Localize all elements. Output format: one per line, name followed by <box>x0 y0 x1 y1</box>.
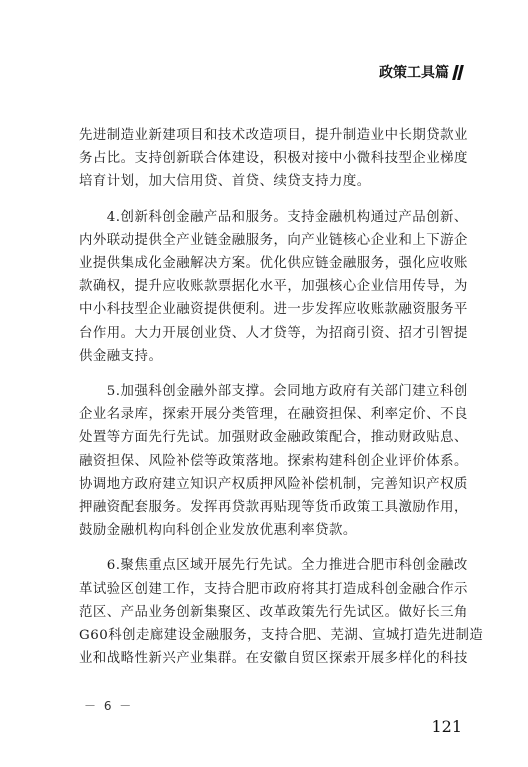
paragraph-1 <box>79 124 468 194</box>
text-line: 业提供集成化金融解决方案。优化供应链金融服务，强化应收账 <box>79 256 468 272</box>
text-line: 押融资配套服务。发挥再贷款再贴现等货币政策工具激励作用， <box>79 500 468 516</box>
text-line: 内外联动提供全产业链金融服务，向产业链核心企业和上下游企 <box>79 232 468 248</box>
text-line: 企业名录库，探索开展分类管理，在融资担保、利率定价、不良 <box>79 407 468 423</box>
text-line: 6.聚焦重点区域开展先行先试。全力推进合肥市科创金融改 <box>79 558 468 574</box>
text-line: G60科创走廊建设金融服务，支持合肥、芜湖、宣城打造先进制造 <box>79 628 484 644</box>
section-title: 政策工具篇 <box>379 65 449 81</box>
text-line: 革试验区创建工作，支持合肥市政府将其打造成科创金融合作示 <box>79 581 468 597</box>
paragraph-2 <box>79 206 468 368</box>
text-line: 培育计划，加大信用贷、首贷、续贷支持力度。 <box>79 174 371 190</box>
text-line: 务占比。支持创新联合体建设，积极对接中小微科技型企业梯度 <box>79 151 468 167</box>
header-bar-mark <box>454 65 462 80</box>
paragraph-4 <box>79 554 484 670</box>
text-line: 供金融支持。 <box>79 348 163 364</box>
text-line: 台作用。大力开展创业贷、人才贷等，为招商引资、招才引智提 <box>79 325 468 341</box>
text-line: 款确权，提升应收账款票据化水平，加强核心企业信用传导，为 <box>79 279 468 295</box>
text-line: 中小科技型企业融资提供便利。进一步发挥应收账款融资服务平 <box>79 302 468 318</box>
running-header <box>379 62 462 82</box>
text-line: 先进制造业新建项目和技术改造项目，提升制造业中长期贷款业 <box>79 128 468 143</box>
text-line: 业和战略性新兴产业集群。在安徽自贸区探索开展多样化的科技 <box>79 651 468 667</box>
text-line: 鼓励金融机构向科创企业发放优惠利率贷款。 <box>79 523 357 539</box>
text-line: 范区、产品业务创新集聚区、改革政策先行先试区。做好长三角 <box>79 604 468 620</box>
text-line: 协调地方政府建立知识产权质押风险补偿机制，完善知识产权质 <box>79 476 468 492</box>
page-number: 121 <box>431 717 462 736</box>
text-line: 融资担保、风险补偿等政策落地。探索构建科创企业评价体系。 <box>79 453 468 469</box>
paragraph-3 <box>79 380 468 542</box>
text-line: 5.加强科创金融外部支撑。会同地方政府有关部门建立科创 <box>79 384 468 400</box>
body-text <box>79 124 484 670</box>
inner-page-number: － 6 － <box>84 699 134 713</box>
text-line: 4.创新科创金融产品和服务。支持金融机构通过产品创新、 <box>79 209 468 225</box>
text-line: 处置等方面先行先试。加强财政金融政策配合，推动财政贴息、 <box>79 430 468 446</box>
